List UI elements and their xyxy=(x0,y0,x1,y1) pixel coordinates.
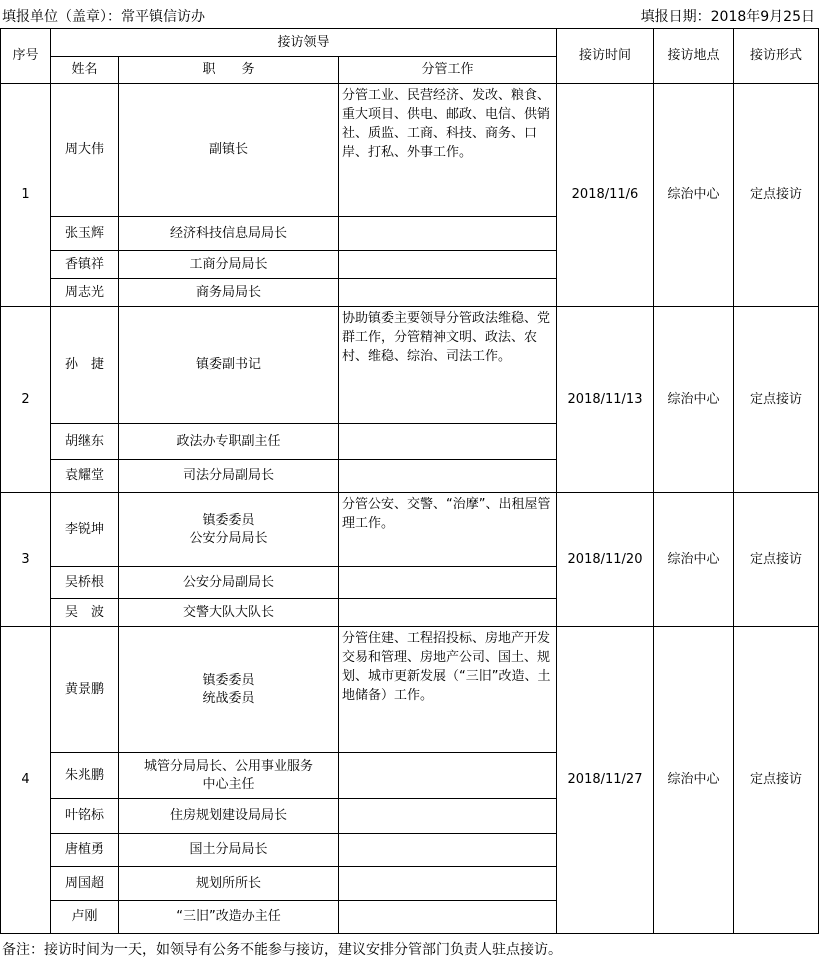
header-seq: 序号 xyxy=(1,29,51,84)
reception-form: 定点接访 xyxy=(734,84,819,307)
seq-cell: 2 xyxy=(1,307,51,493)
leader-name: 李锐坤 xyxy=(51,493,119,567)
duties-cell: 协助镇委主要领导分管政法维稳、党群工作，分管精神文明、政法、农村、维稳、综治、司法工作。 xyxy=(339,307,557,424)
leader-position: 镇委副书记 xyxy=(119,307,339,424)
seq-cell: 3 xyxy=(1,493,51,627)
leader-name: 孙 捷 xyxy=(51,307,119,424)
duties-cell xyxy=(339,799,557,834)
leader-name: 袁耀堂 xyxy=(51,460,119,493)
reception-form: 定点接访 xyxy=(734,307,819,493)
seq-cell: 1 xyxy=(1,84,51,307)
duties-cell: 分管工业、民营经济、发改、粮食、重大项目、供电、邮政、电信、供销社、质监、工商、科技、商务、口岸、打私、外事工作。 xyxy=(339,84,557,217)
leader-name: 胡继东 xyxy=(51,424,119,460)
leader-name: 唐植勇 xyxy=(51,834,119,867)
reception-time: 2018/11/20 xyxy=(557,493,654,627)
header-place: 接访地点 xyxy=(654,29,734,84)
reception-time: 2018/11/27 xyxy=(557,627,654,934)
reception-place: 综治中心 xyxy=(654,493,734,627)
duties-cell xyxy=(339,834,557,867)
reception-place: 综治中心 xyxy=(654,84,734,307)
form-header xyxy=(0,0,819,28)
reporting-unit: 填报单位（盖章）：常平镇信访办 xyxy=(2,9,205,25)
duties-cell xyxy=(339,567,557,599)
leader-name: 卢刚 xyxy=(51,901,119,934)
leader-position: 司法分局副局长 xyxy=(119,460,339,493)
leader-position: 国土分局局长 xyxy=(119,834,339,867)
leader-name: 香镇祥 xyxy=(51,251,119,279)
duties-cell xyxy=(339,251,557,279)
leader-position: 经济科技信息局局长 xyxy=(119,217,339,251)
duties-cell xyxy=(339,599,557,627)
header-duties: 分管工作 xyxy=(339,57,557,84)
leader-position: 镇委委员 统战委员 xyxy=(119,627,339,753)
duties-cell: 分管住建、工程招投标、房地产开发交易和管理、房地产公司、国土、规划、城市更新发展（“三旧”改造、土地储备）工作。 xyxy=(339,627,557,753)
table-row xyxy=(1,307,819,424)
leader-position: 镇委委员 公安分局局长 xyxy=(119,493,339,567)
reception-place: 综治中心 xyxy=(654,627,734,934)
duties-cell xyxy=(339,217,557,251)
reporting-date: 填报日期：2018年9月25日 xyxy=(640,9,815,25)
reception-schedule-table xyxy=(0,28,819,934)
leader-name: 吴桥根 xyxy=(51,567,119,599)
leader-name: 吴 波 xyxy=(51,599,119,627)
duties-cell: 分管公安、交警、“治摩”、出租屋管理工作。 xyxy=(339,493,557,567)
reception-time: 2018/11/6 xyxy=(557,84,654,307)
leader-position: 工商分局局长 xyxy=(119,251,339,279)
header-time: 接访时间 xyxy=(557,29,654,84)
leader-name: 黄景鹏 xyxy=(51,627,119,753)
duties-cell xyxy=(339,460,557,493)
table-row xyxy=(1,627,819,753)
leader-name: 叶铭标 xyxy=(51,799,119,834)
leader-position: 副镇长 xyxy=(119,84,339,217)
leader-position: “三旧”改造办主任 xyxy=(119,901,339,934)
reception-place: 综治中心 xyxy=(654,307,734,493)
leader-position: 规划所所长 xyxy=(119,867,339,901)
reception-time: 2018/11/13 xyxy=(557,307,654,493)
header-leader-group: 接访领导 xyxy=(51,29,557,57)
header-form: 接访形式 xyxy=(734,29,819,84)
leader-name: 朱兆鹏 xyxy=(51,753,119,799)
duties-cell xyxy=(339,901,557,934)
leader-position: 城管分局局长、公用事业服务 中心主任 xyxy=(119,753,339,799)
duties-cell xyxy=(339,867,557,901)
header-position: 职 务 xyxy=(119,57,339,84)
reception-form: 定点接访 xyxy=(734,627,819,934)
leader-position: 住房规划建设局局长 xyxy=(119,799,339,834)
leader-name: 周志光 xyxy=(51,279,119,307)
reception-form: 定点接访 xyxy=(734,493,819,627)
duties-cell xyxy=(339,753,557,799)
duties-cell xyxy=(339,279,557,307)
table-row xyxy=(1,84,819,217)
leader-name: 周国超 xyxy=(51,867,119,901)
header-name: 姓名 xyxy=(51,57,119,84)
duties-cell xyxy=(339,424,557,460)
leader-name: 张玉辉 xyxy=(51,217,119,251)
leader-position: 商务局局长 xyxy=(119,279,339,307)
remarks-note: 备注：接访时间为一天，如领导有公务不能参与接访，建议安排分管部门负责人驻点接访。 xyxy=(2,942,562,958)
leader-position: 政法办专职副主任 xyxy=(119,424,339,460)
leader-position: 交警大队大队长 xyxy=(119,599,339,627)
table-row xyxy=(1,493,819,567)
leader-name: 周大伟 xyxy=(51,84,119,217)
leader-position: 公安分局副局长 xyxy=(119,567,339,599)
seq-cell: 4 xyxy=(1,627,51,934)
